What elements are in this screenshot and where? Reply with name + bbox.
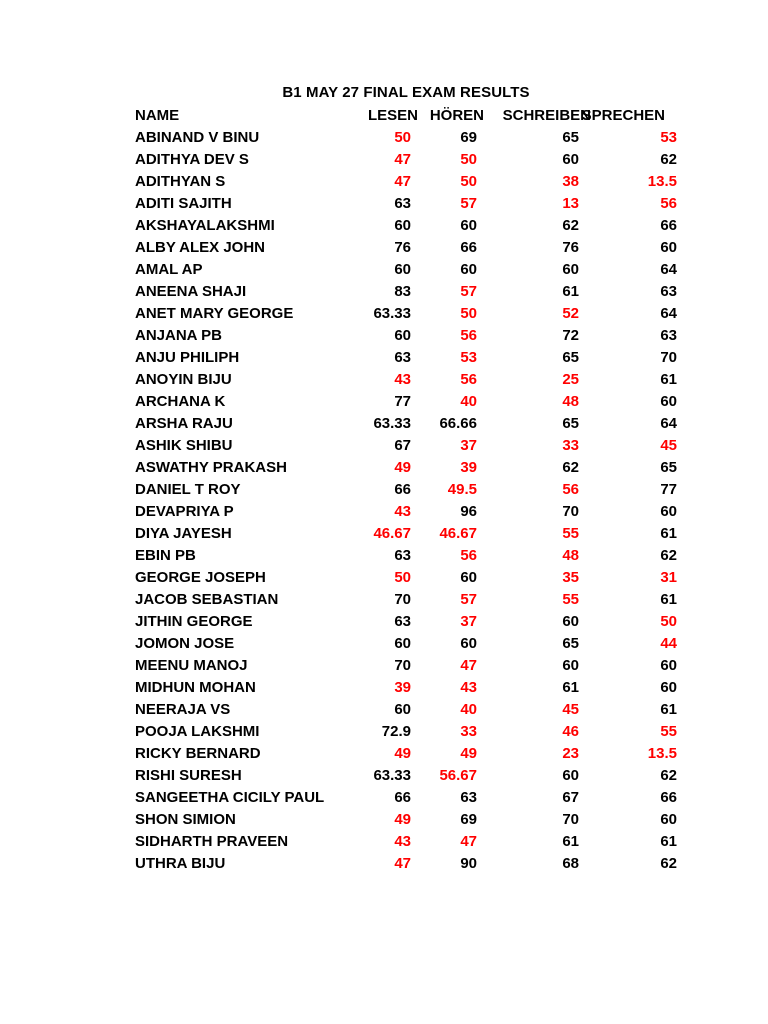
- cell-schreiben: 60: [562, 261, 579, 278]
- cell-sprechen: 60: [660, 503, 677, 520]
- cell-lesen: 66: [394, 481, 411, 498]
- cell-sprechen: 60: [660, 811, 677, 828]
- cell-horen: 60: [460, 217, 477, 234]
- cell-schreiben: 62: [562, 459, 579, 476]
- table-row: [135, 413, 695, 435]
- cell-name: ASHIK SHIBU: [135, 437, 233, 454]
- cell-horen: 53: [460, 349, 477, 366]
- cell-sprechen: 63: [660, 327, 677, 344]
- cell-sprechen: 53: [660, 129, 677, 146]
- cell-lesen: 63: [394, 613, 411, 630]
- cell-name: RICKY BERNARD: [135, 745, 261, 762]
- cell-name: ABINAND V BINU: [135, 129, 260, 146]
- cell-horen: 56: [460, 547, 477, 564]
- cell-horen: 60: [460, 261, 477, 278]
- cell-schreiben: 60: [562, 767, 579, 784]
- cell-sprechen: 60: [660, 657, 677, 674]
- table-row: [135, 435, 695, 457]
- cell-name: DEVAPRIYA P: [135, 503, 234, 520]
- cell-name: ALBY ALEX JOHN: [135, 239, 266, 256]
- cell-lesen: 72.9: [381, 723, 411, 740]
- cell-schreiben: 60: [562, 657, 579, 674]
- cell-name: ANEENA SHAJI: [135, 283, 247, 300]
- table-row: [135, 655, 695, 677]
- cell-schreiben: 55: [562, 591, 579, 608]
- cell-sprechen: 62: [660, 547, 677, 564]
- cell-lesen: 63: [394, 547, 411, 564]
- cell-lesen: 49: [394, 811, 411, 828]
- cell-sprechen: 64: [660, 305, 677, 322]
- cell-sprechen: 66: [660, 789, 677, 806]
- cell-name: MIDHUN MOHAN: [135, 679, 256, 696]
- cell-name: ARSHA RAJU: [135, 415, 233, 432]
- cell-lesen: 43: [394, 503, 411, 520]
- cell-name: SIDHARTH PRAVEEN: [135, 833, 289, 850]
- table-row: [135, 149, 695, 171]
- cell-schreiben: 67: [562, 789, 579, 806]
- cell-sprechen: 64: [660, 415, 677, 432]
- cell-sprechen: 61: [660, 591, 677, 608]
- cell-horen: 66: [460, 239, 477, 256]
- cell-horen: 33: [460, 723, 477, 740]
- table-body: [135, 127, 695, 875]
- cell-name: GEORGE JOSEPH: [135, 569, 266, 586]
- cell-schreiben: 38: [562, 173, 579, 190]
- table-row: [135, 589, 695, 611]
- cell-name: ANET MARY GEORGE: [135, 305, 294, 322]
- cell-lesen: 46.67: [373, 525, 411, 542]
- cell-name: NEERAJA VS: [135, 701, 231, 718]
- table-row: [135, 501, 695, 523]
- cell-lesen: 63.33: [373, 305, 411, 322]
- cell-sprechen: 56: [660, 195, 677, 212]
- cell-horen: 56: [460, 327, 477, 344]
- table-row: [135, 765, 695, 787]
- cell-sprechen: 61: [660, 833, 677, 850]
- cell-horen: 47: [460, 833, 477, 850]
- cell-sprechen: 61: [660, 701, 677, 718]
- cell-name: ADITHYAN S: [135, 173, 226, 190]
- cell-schreiben: 70: [562, 811, 579, 828]
- table-row: [135, 325, 695, 347]
- cell-horen: 39: [460, 459, 477, 476]
- cell-name: ASWATHY PRAKASH: [135, 459, 287, 476]
- table-row: [135, 743, 695, 765]
- cell-lesen: 60: [394, 701, 411, 718]
- cell-name: JACOB SEBASTIAN: [135, 591, 279, 608]
- cell-sprechen: 50: [660, 613, 677, 630]
- cell-horen: 47: [460, 657, 477, 674]
- cell-schreiben: 65: [562, 349, 579, 366]
- cell-schreiben: 35: [562, 569, 579, 586]
- cell-schreiben: 72: [562, 327, 579, 344]
- cell-schreiben: 25: [562, 371, 579, 388]
- table-header-row: [135, 105, 695, 127]
- cell-horen: 40: [460, 701, 477, 718]
- header-name: NAME: [135, 107, 180, 124]
- table-row: [135, 127, 695, 149]
- cell-horen: 50: [460, 305, 477, 322]
- cell-name: EBIN PB: [135, 547, 196, 564]
- cell-sprechen: 60: [660, 679, 677, 696]
- cell-name: DIYA JAYESH: [135, 525, 232, 542]
- cell-sprechen: 63: [660, 283, 677, 300]
- cell-sprechen: 61: [660, 525, 677, 542]
- cell-name: SHON SIMION: [135, 811, 236, 828]
- cell-horen: 63: [460, 789, 477, 806]
- table-row: [135, 523, 695, 545]
- cell-schreiben: 65: [562, 415, 579, 432]
- cell-horen: 49: [460, 745, 477, 762]
- document-title: B1 MAY 27 FINAL EXAM RESULTS: [282, 84, 530, 101]
- cell-sprechen: 61: [660, 371, 677, 388]
- cell-horen: 66.66: [439, 415, 477, 432]
- cell-lesen: 39: [394, 679, 411, 696]
- table-row: [135, 215, 695, 237]
- cell-lesen: 63: [394, 195, 411, 212]
- cell-lesen: 50: [394, 569, 411, 586]
- cell-horen: 56.67: [439, 767, 477, 784]
- cell-name: RISHI SURESH: [135, 767, 242, 784]
- cell-lesen: 49: [394, 745, 411, 762]
- table-row: [135, 611, 695, 633]
- table-row: [135, 831, 695, 853]
- cell-name: DANIEL T ROY: [135, 481, 241, 498]
- cell-sprechen: 60: [660, 393, 677, 410]
- cell-name: SANGEETHA CICILY PAUL: [135, 789, 325, 806]
- cell-sprechen: 60: [660, 239, 677, 256]
- cell-name: AKSHAYALAKSHMI: [135, 217, 275, 234]
- cell-lesen: 60: [394, 635, 411, 652]
- table-row: [135, 281, 695, 303]
- cell-horen: 57: [460, 591, 477, 608]
- cell-horen: 49.5: [447, 481, 477, 498]
- cell-lesen: 63.33: [373, 415, 411, 432]
- cell-lesen: 83: [394, 283, 411, 300]
- cell-schreiben: 23: [562, 745, 579, 762]
- table-row: [135, 193, 695, 215]
- results-table: [135, 105, 695, 875]
- header-sprechen: SPRECHEN: [581, 107, 665, 124]
- cell-horen: 43: [460, 679, 477, 696]
- table-row: [135, 787, 695, 809]
- cell-horen: 96: [460, 503, 477, 520]
- cell-schreiben: 55: [562, 525, 579, 542]
- cell-name: ADITHYA DEV S: [135, 151, 249, 168]
- cell-lesen: 43: [394, 833, 411, 850]
- cell-name: ANOYIN BIJU: [135, 371, 232, 388]
- cell-name: AMAL AP: [135, 261, 203, 278]
- cell-schreiben: 61: [562, 833, 579, 850]
- cell-lesen: 63: [394, 349, 411, 366]
- cell-name: ANJU PHILIPH: [135, 349, 240, 366]
- cell-horen: 90: [460, 855, 477, 872]
- table-row: [135, 347, 695, 369]
- cell-name: UTHRA BIJU: [135, 855, 226, 872]
- table-row: [135, 479, 695, 501]
- table-row: [135, 545, 695, 567]
- cell-lesen: 60: [394, 217, 411, 234]
- cell-sprechen: 44: [660, 635, 677, 652]
- cell-schreiben: 48: [562, 393, 579, 410]
- table-row: [135, 677, 695, 699]
- cell-schreiben: 60: [562, 151, 579, 168]
- table-row: [135, 259, 695, 281]
- table-row: [135, 809, 695, 831]
- cell-name: MEENU MANOJ: [135, 657, 248, 674]
- cell-schreiben: 65: [562, 635, 579, 652]
- cell-schreiben: 52: [562, 305, 579, 322]
- cell-sprechen: 70: [660, 349, 677, 366]
- cell-sprechen: 65: [660, 459, 677, 476]
- cell-schreiben: 46: [562, 723, 579, 740]
- table-row: [135, 721, 695, 743]
- cell-schreiben: 48: [562, 547, 579, 564]
- cell-horen: 50: [460, 151, 477, 168]
- cell-sprechen: 64: [660, 261, 677, 278]
- cell-horen: 37: [460, 613, 477, 630]
- cell-sprechen: 62: [660, 855, 677, 872]
- cell-sprechen: 45: [660, 437, 677, 454]
- cell-schreiben: 56: [562, 481, 579, 498]
- cell-lesen: 60: [394, 327, 411, 344]
- cell-sprechen: 62: [660, 767, 677, 784]
- table-row: [135, 457, 695, 479]
- cell-sprechen: 55: [660, 723, 677, 740]
- cell-schreiben: 61: [562, 679, 579, 696]
- cell-sprechen: 13.5: [647, 173, 677, 190]
- cell-lesen: 47: [394, 151, 411, 168]
- cell-schreiben: 45: [562, 701, 579, 718]
- cell-schreiben: 61: [562, 283, 579, 300]
- cell-lesen: 50: [394, 129, 411, 146]
- cell-horen: 60: [460, 569, 477, 586]
- cell-sprechen: 13.5: [647, 745, 677, 762]
- cell-schreiben: 76: [562, 239, 579, 256]
- cell-horen: 57: [460, 195, 477, 212]
- table-row: [135, 699, 695, 721]
- cell-lesen: 67: [394, 437, 411, 454]
- header-horen: HÖREN: [429, 107, 484, 124]
- cell-lesen: 77: [394, 393, 411, 410]
- cell-lesen: 70: [394, 657, 411, 674]
- cell-name: ARCHANA K: [135, 393, 226, 410]
- cell-horen: 60: [460, 635, 477, 652]
- cell-horen: 69: [460, 129, 477, 146]
- header-schreiben: SCHREIBEN: [502, 107, 591, 124]
- table-row: [135, 633, 695, 655]
- cell-schreiben: 13: [562, 195, 579, 212]
- cell-horen: 37: [460, 437, 477, 454]
- table-row: [135, 171, 695, 193]
- cell-sprechen: 77: [660, 481, 677, 498]
- cell-name: ADITI SAJITH: [135, 195, 232, 212]
- cell-name: JITHIN GEORGE: [135, 613, 253, 630]
- cell-lesen: 70: [394, 591, 411, 608]
- cell-lesen: 47: [394, 855, 411, 872]
- cell-sprechen: 66: [660, 217, 677, 234]
- cell-schreiben: 60: [562, 613, 579, 630]
- cell-horen: 56: [460, 371, 477, 388]
- cell-lesen: 43: [394, 371, 411, 388]
- cell-lesen: 66: [394, 789, 411, 806]
- cell-schreiben: 65: [562, 129, 579, 146]
- cell-lesen: 63.33: [373, 767, 411, 784]
- cell-sprechen: 62: [660, 151, 677, 168]
- table-row: [135, 853, 695, 875]
- table-row: [135, 237, 695, 259]
- cell-horen: 57: [460, 283, 477, 300]
- cell-lesen: 49: [394, 459, 411, 476]
- cell-schreiben: 33: [562, 437, 579, 454]
- cell-horen: 46.67: [439, 525, 477, 542]
- cell-horen: 40: [460, 393, 477, 410]
- cell-schreiben: 70: [562, 503, 579, 520]
- cell-name: ANJANA PB: [135, 327, 222, 344]
- cell-name: JOMON JOSE: [135, 635, 235, 652]
- cell-schreiben: 68: [562, 855, 579, 872]
- cell-horen: 50: [460, 173, 477, 190]
- table-row: [135, 567, 695, 589]
- table-row: [135, 391, 695, 413]
- header-lesen: LESEN: [367, 107, 418, 124]
- cell-schreiben: 62: [562, 217, 579, 234]
- cell-sprechen: 31: [660, 569, 677, 586]
- cell-lesen: 76: [394, 239, 411, 256]
- cell-lesen: 47: [394, 173, 411, 190]
- cell-name: POOJA LAKSHMI: [135, 723, 260, 740]
- cell-lesen: 60: [394, 261, 411, 278]
- table-row: [135, 369, 695, 391]
- cell-horen: 69: [460, 811, 477, 828]
- table-row: [135, 303, 695, 325]
